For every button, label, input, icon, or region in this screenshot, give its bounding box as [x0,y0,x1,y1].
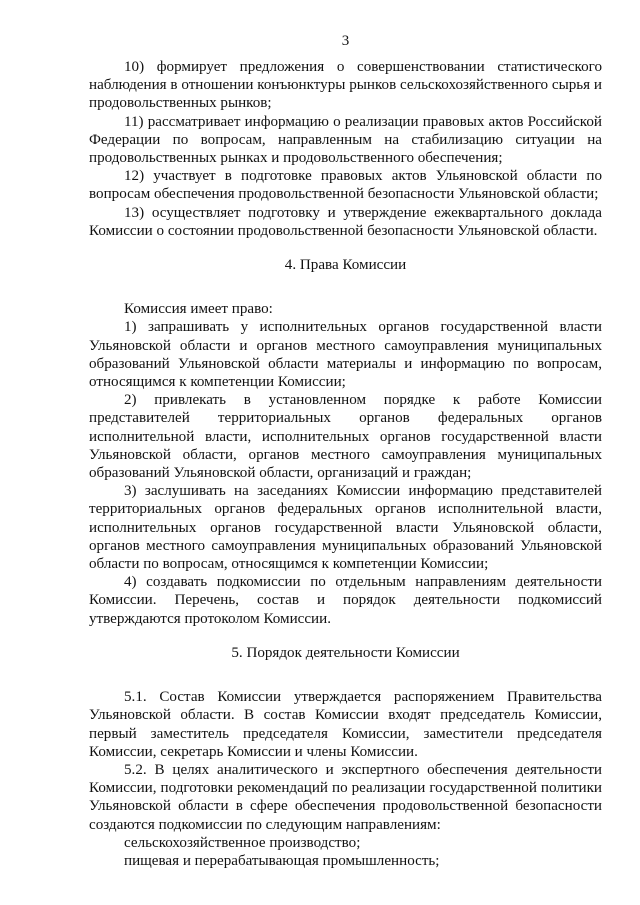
items-list-top [89,58,602,240]
list-item: 3) заслушивать на заседаниях Комиссии информацию представителей территориальных органов федеральных органов исполнительной власти, исполнительных органов государственной власти Ульяновской области, органов местного самоуправления муниципальных образований Ульяновской области по вопросам, относящимся к компетенции Комиссии; [89,483,602,573]
list-item: 4) создавать подкомиссии по отдельным направлениям деятельности Комиссии. Перечень, состав и порядок деятельности подкомиссий утверждаются протоколом Комиссии. [89,574,602,627]
section-heading-4: 4. Права Комиссии [284,257,407,274]
page-number: 3 [341,33,350,49]
list-item: 1) запрашивать у исполнительных органов государственной власти Ульяновской области и органов местного самоуправления муниципальных образований Ульяновской области материалы и информацию по вопросам, относящимся к компетенции Комиссии; [89,319,602,391]
section-5-body [89,688,602,870]
direction-item: сельскохозяйственное производство; [124,834,361,851]
list-item: 11) рассматривает информацию о реализации правовых актов Российской Федерации по вопросам, направленным на стабилизацию ситуации на продовольственных рынках и продовольственного обеспечения; [89,113,602,167]
list-item: 13) осуществляет подготовку и утверждение ежеквартального доклада Комиссии о состоянии продовольственной безопасности Ульяновской области. [89,204,602,239]
list-item: 5.1. Состав Комиссии утверждается распоряжением Правительства Ульяновской области. В состав Комиссии входят председатель Комиссии, первый заместитель председателя Комиссии, заместители председателя Комиссии, секретарь Комиссии и члены Комиссии. [89,689,602,760]
section-intro: Комиссия имеет право: [124,301,273,318]
list-item: 5.2. В целях аналитического и экспертного обеспечения деятельности Комиссии, подготовки рекомендаций по реализации государственной политики Ульяновской области в сфере обеспечения продовольственной безопасности создаются подкомиссии по следующим направлениям: [89,761,602,833]
list-item: 2) привлекать в установленном порядке к работе Комиссии представителей территориальных органов федеральных органов исполнительной власти, исполнительных органов государственной власти Ульяновской области, органов местного самоуправления муниципальных образований Ульяновской области, организаций и граждан; [89,392,602,482]
direction-item: пищевая и перерабатывающая промышленность; [124,852,440,869]
section-heading-5: 5. Порядок деятельности Комиссии [231,644,460,661]
list-item: 10) формирует предложения о совершенствовании статистического наблюдения в отношении конъюнктуры рынков сельскохозяйственного сырья и продовольственных рынков; [89,59,602,112]
section-4-body [89,300,602,628]
list-item: 12) участвует в подготовке правовых актов Ульяновской области по вопросам обеспечения продовольственной безопасности Ульяновской области; [89,168,602,203]
